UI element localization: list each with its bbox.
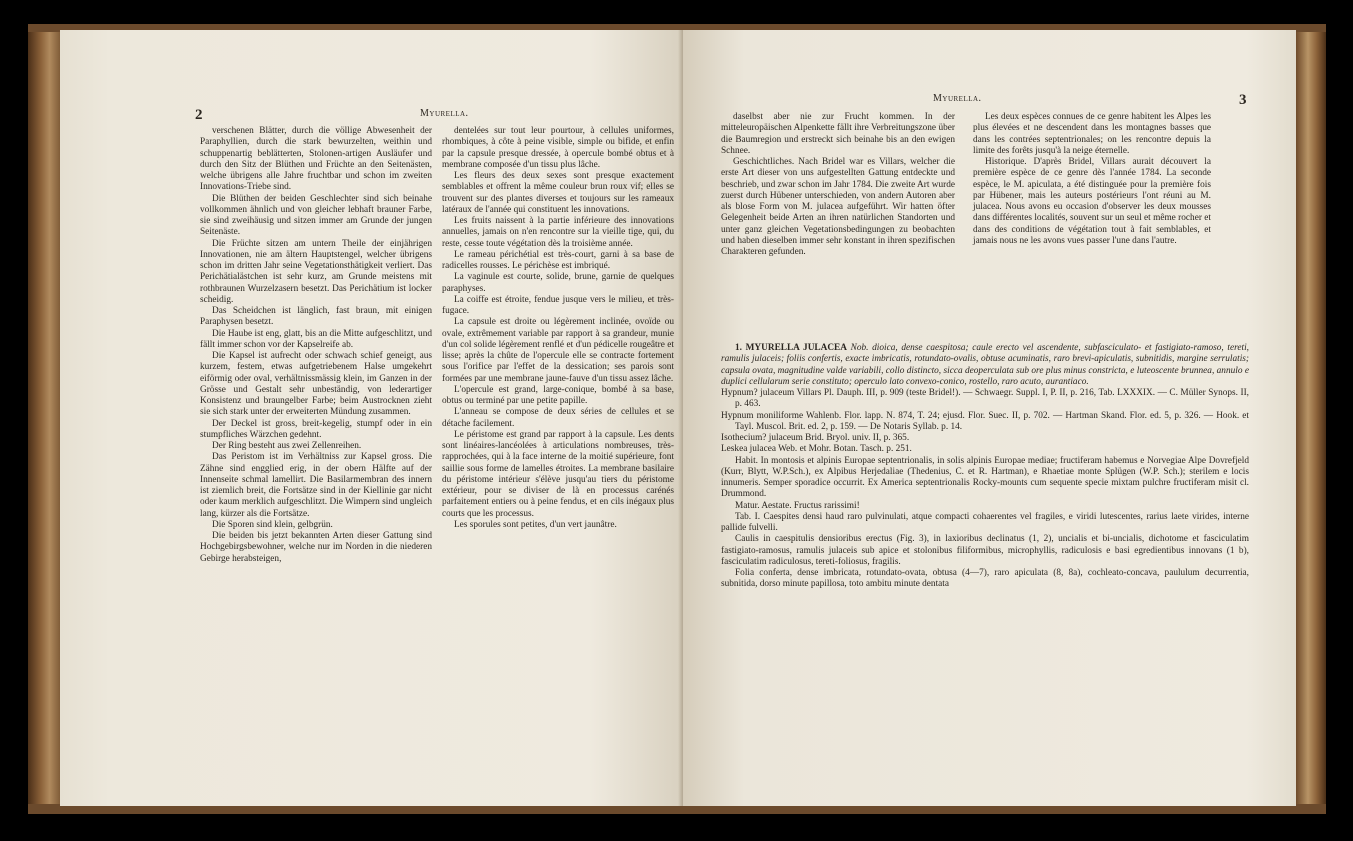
paragraph: Der Deckel ist gross, breit-kegelig, stumpf oder in ein stumpfliches Wärzchen gedehnt. [200,418,432,440]
paragraph: Geschichtliches. Nach Bridel war es Villars, welcher die erste Art dieser von uns aufgestellten Gattung entdeckte und beschrieb, und zwar schon im Jahr 1784. Die zweite Art wurde zuerst durch Hübener unterschieden, von andern Autoren aber als blose Form von M. julacea aufgeführt. Wir hatten öfter Gelegenheit beide Arten an ihren natürlichen Standorten und unter ganz gleichen Vegetationsbedingungen zu beobachten und haben dieselben immer sehr konstant in ihren spezifischen Charakteren gefunden. [721,157,955,257]
paragraph: Hypnum moniliforme Wahlenb. Flor. lapp. N. 874, T. 24; ejusd. Flor. Suec. II, p. 702. — Hartman Skand. Flor. ed. 5, p. 326. — Hook. et Tayl. Muscol. Brit. ed. 2, p. 159. — De Notaris Syllab. p. 14. [721,410,1249,432]
book-cover-left-edge [28,32,64,804]
right-page [683,30,1296,806]
paragraph: La coiffe est étroite, fendue jusque vers le milieu, et très-fugace. [442,294,674,316]
paragraph: verschenen Blätter, durch die völlige Abwesenheit der Paraphyllien, durch die stark bewurzelten, weithin und schuppenartig beblätterten, Stolonen-artigen Ausläufer und durch den Sitz der Blüthen und Früchte an den Seitenästen, welche übrigens alle Jahre fruchtbar und schon im zweiten Innovations-Triebe sind. [200,126,432,193]
paragraph: Der Ring besteht aus zwei Zellenreihen. [212,441,362,451]
description-paragraphs [721,456,1249,591]
paragraph: Les deux espèces connues de ce genre habitent les Alpes les plus élevées et ne descendent dans les montagnes basses que dans les contrées septentrionales; on les rencontre depuis la limite des forêts jusqu'à la neige éternelle. [973,112,1211,156]
paragraph: Folia conferta, dense imbricata, rotundato-ovata, obtusa (4—7), raro apiculata (8, 8a), cochleato-concava, paululum decurrentia, subnitida, dorso minute papillosa, toto ambitu minute dentata [721,568,1249,590]
right-page-german-column [721,112,955,258]
paragraph: daselbst aber nie zur Frucht kommen. In der mitteleuropäischen Alpenkette fällt ihre Verbreitungszone über die Baumregion und erstreckt sich beinahe bis an den ewigen Schnee. [721,112,955,156]
paragraph: Die Kapsel ist aufrecht oder schwach schief geneigt, aus kurzem, festem, etwas aufgetriebenem Halse umgekehrt eiförmig oder oval, verhältnissmässig klein, im Ganzen in der Grösse und Gestalt sehr unbeständig, von lederartiger Konsistenz und braungelber Farbe; beim Austrocknen zieht sie sich stark unter der erweiterten Mündung zusammen. [200,351,432,418]
paragraph: La capsule est droite ou légèrement inclinée, ovoïde ou ovale, extrêmement variable par rapport à sa grandeur, munie d'un col solide légèrement renflé et d'un pédicelle rougeâtre et lisse; après la chûte de l'opercule elle se contracte fortement sous l'orifice par l'effet de la dessication; ses parois sont formées par une membrane jaune-fauve d'un tissu assez lâche. [442,317,674,384]
species-diagnosis: Nob. dioica, dense caespitosa; caule erecto vel ascendente, subfasciculato- et fastigiato-ramoso, tereti, ramulis julaceis; foliis confertis, exacte imbricatis, rotundato-ovalis, obtuse acuminatis, raro brevi-apiculatis, subnitidis, margine serrulatis; capsula ovata, magnitudine valde variabili, collo distincto, sicca deoperculata sub ore plus minus constricta, e luteoscente brunnea, annulo e duplici cellularum serie constituto; operculo lato convexo-conico, rostello, raro acuto, aurantiaco. [721,343,1250,387]
paragraph: Das Peristom ist im Verhältniss zur Kapsel gross. Die Zähne sind engglied erig, in der obern Hälfte auf der Innenseite schmal lamellirt. Die Basilarmembran des innern ist ziemlich breit, die Fortsätze sind in der Kiellinie gar nicht oder kaum merklich aufgeschlitzt. Die Wimpern sind ungleich lang, kürzer als die Fortsätze. [200,452,432,519]
paragraph: Die beiden bis jetzt bekannten Arten dieser Gattung sind Hochgebirgsbewohner, welche nur im Norden in die niederen Gebirge herabsteigen, [200,531,432,564]
paragraph: Caulis in caespitulis densioribus erectus (Fig. 3), in laxioribus declinatus (1, 2), uncialis et bi-uncialis, dichotome et fasciculatim fastigiato-ramosus, ramulis julaceis sub apice et stolonibus filiformibus, microphyllis, radiculosis e basi egredientibus innovans (1 b), fasciculatim radiculosus, tereti-foliosus, fragilis. [721,534,1249,567]
paragraph: Matur. Aestate. Fructus rarissimi! [735,500,860,511]
open-book [28,24,1326,814]
right-running-head: Myurella. [933,93,982,104]
right-page-french-column [973,112,1211,247]
paragraph: Le rameau périchétial est très-court, garni à sa base de radicelles rousses. Le périchèse est imbriqué. [442,249,674,271]
paragraph: Leskea julacea Web. et Mohr. Botan. Tasch. p. 251. [721,444,912,455]
paragraph: Tab. I. Caespites densi haud raro pulvinulati, atque compacti cohaerentes vel fragiles, e viridi lutescentes, rarius laete virides, interne pallide fulvelli. [721,511,1249,533]
left-running-head: Myurella. [420,108,469,119]
paragraph: Les fruits naissent à la partie inférieure des innovations annuelles, jamais on n'en rencontre sur la vieille tige, qui, du reste, cesse toute végétation dès la troisième année. [442,216,674,249]
paragraph: Die Sporen sind klein, gelbgrün. [212,519,333,530]
left-page [60,30,683,806]
species-diagnosis-paragraph [721,343,1249,388]
paragraph: Habit. In montosis et alpinis Europae septentrionalis, in solis alpinis Europae mediae; fructiferam habemus e Norvegiae Alpe Dovrefjeld (Kurr, Blytt, W.P.Sch.), ex Alpibus Herjedaliae (Thedenius, C. et R. Hartman), e Rhaetiae monte Splügen (W.P. Sch.); sterilem e locis innumeris. Semper sporadice occurrit. Ex America septentrionalis Rocky-mounts cum sequente specie mixtam pulchre fructiferam misit cl. Drummond. [721,455,1249,500]
paragraph: L'opercule est grand, large-conique, bombé à sa base, obtus ou terminé par une petite papille. [442,384,674,406]
paragraph: Historique. D'après Bridel, Villars aurait découvert la première espèce de ce genre dès l'année 1784. La seconde espèce, le M. apiculata, a été distinguée pour la première fois par Hübener, mais les auteurs postérieurs l'ont réuni au M. julacea. Nous avons eu occasion d'observer les deux mousses dans différentes localités, souvent sur un seul et même rocher et dans des conditions de végétation tout à fait semblables, et jamais nous ne les avons vues passer l'une dans l'autre. [973,157,1211,246]
left-page-number: 2 [195,107,203,123]
paragraph: Les fleurs des deux sexes sont presque exactement semblables et offrent la même couleur brun roux vif; elles se trouvent sur des plantes diverses et toujours sur les rameaux latéraux de l'année qui constituent les innovations. [442,171,674,215]
paragraph: Die Blüthen der beiden Geschlechter sind sich beinahe vollkommen ähnlich und von gleicher lebhaft brauner Farbe, sie sind zweihäusig und sitzen immer am Grunde der jungen Seitenäste. [200,193,432,238]
left-page-german-column [200,126,432,565]
paragraph: La vaginule est courte, solide, brune, garnie de quelques paraphyses. [442,272,674,294]
book-cover-right-edge [1296,32,1326,804]
left-page-french-column [442,126,674,531]
species-description [721,343,1249,591]
paragraph: Le péristome est grand par rapport à la capsule. Les dents sont linéaires-lancéolées à articulations nombreuses, très-rapprochées, qui à la face interne de la moitié supérieure, font saillie sous forme de lamelles étroites. La membrane basilaire du péristome intérieur s'élève jusqu'au tiers du péristome extérieur, pour se diviser de là en processus carénés parfaitement entiers ou à peine fendus, et en cils inégaux plus courts que les processus. [442,429,674,519]
paragraph: Isothecium? julaceum Brid. Bryol. univ. II, p. 365. [721,433,910,443]
paragraph: Les sporules sont petites, d'un vert jaunâtre. [454,519,617,530]
species-heading: 1. MYURELLA JULACEA [735,343,847,353]
paragraph: Die Früchte sitzen am untern Theile der einjährigen Innovationen, nie am ältern Hauptstengel, welcher übrigens schon im dritten Jahr seine Vegetationsthätigkeit verliert. Das Perichätialästchen ist sehr kurz, am Grunde meistens mit rothbraunen Wurzelzasern besetzt. Das Perichätium ist locker scheidig. [200,238,432,305]
right-page-number: 3 [1239,92,1247,108]
synonym-list [721,388,1249,456]
paragraph: Hypnum? julaceum Villars Pl. Dauph. III, p. 909 (teste Bridel!). — Schwaegr. Suppl. I, P. II, p. 216, Tab. LXXXIX. — C. Müller Synops. II, p. 463. [721,388,1249,410]
paragraph: L'anneau se compose de deux séries de cellules et se détache facilement. [442,407,674,429]
paragraph: dentelées sur tout leur pourtour, à cellules uniformes, rhombiques, à côte à peine visible, simple ou bifide, et enfin par la capsule presque dressée, à opercule bombé obtus et à membrane composée d'un tissu plus lâche. [442,126,674,170]
paragraph: Die Haube ist eng, glatt, bis an die Mitte aufgeschlitzt, und fällt immer schon vor der Kapselreife ab. [200,328,432,350]
paragraph: Das Scheidchen ist länglich, fast braun, mit einigen Paraphysen besetzt. [200,306,432,328]
